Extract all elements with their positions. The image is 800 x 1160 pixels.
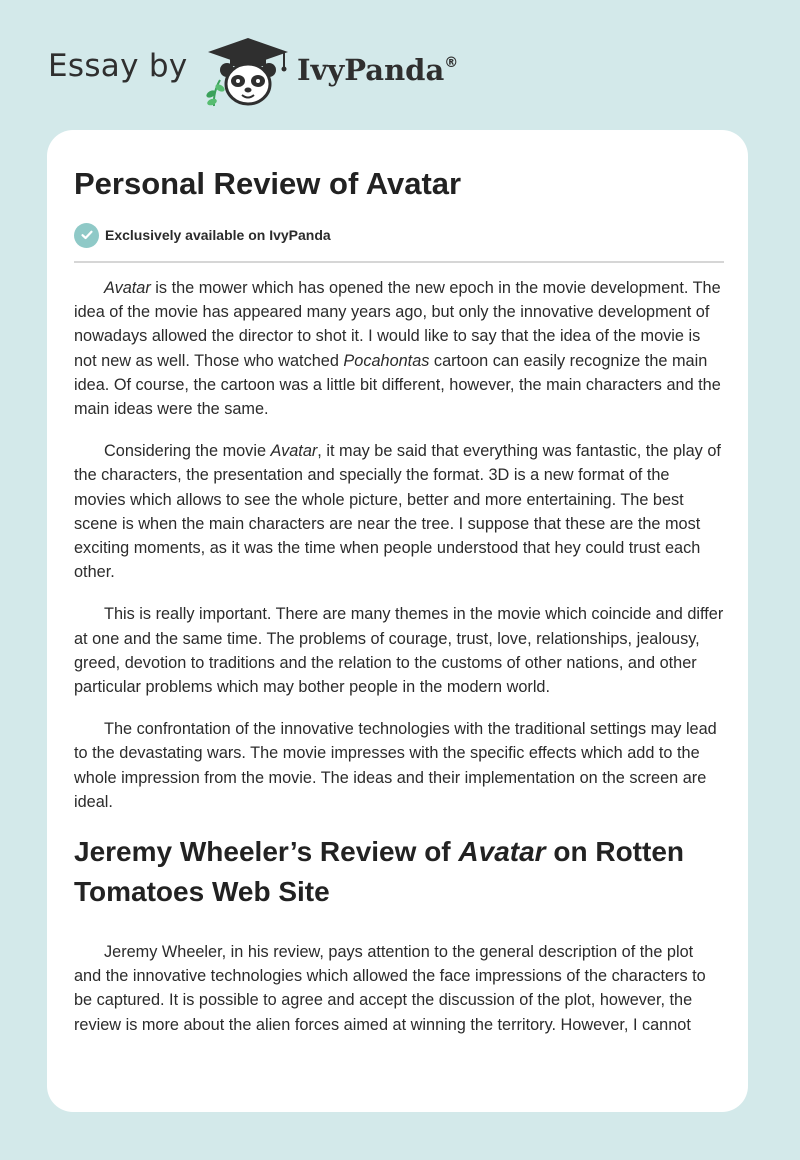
ivypanda-logo[interactable]	[200, 36, 296, 108]
check-circle-icon	[74, 223, 99, 248]
section-heading	[74, 832, 724, 912]
section-heading-text-a: Jeremy Wheeler’s Review of	[74, 836, 459, 868]
italic-movie-title: Avatar	[104, 279, 151, 297]
paragraph-5: Jeremy Wheeler, in his review, pays attention to the general description of the plot and the innovative technologies which allowed the face impressions of the characters to be captured. It is possible to agree and accept the discussion of the plot, however, the review is more about the alien forces aimed at winning the territory. However, I cannot	[74, 943, 706, 1034]
paragraph-2-text-a: Considering the movie	[104, 442, 271, 461]
article-body	[74, 276, 724, 1055]
brand-name	[297, 53, 458, 87]
paragraph-2-text-b: , it may be said that everything was fantastic, the play of the characters, the presentation and specially the format. 3D is a new format of the movies which allows to see the whole picture, better and more entertaining. The best scene is when the main characters are near the tree. I suppose that these are the most exciting moments, as it was the time when people understood that hey could trust each other.	[74, 442, 721, 582]
paragraph-1-text-a: is the mower which has opened the new epoch in the movie development. The idea of the movie has appeared many years ago, but only the innovative development of nowadays allowed the director to shot it. I would like to say that the idea of the movie is not new as well. Those who watched	[74, 279, 721, 370]
site-header	[0, 0, 800, 130]
italic-movie-title: Avatar	[458, 836, 546, 868]
paragraph-2	[74, 439, 724, 584]
registered-mark: ®	[444, 55, 459, 71]
essay-card	[47, 130, 748, 1112]
paragraph-1-text-b: cartoon can easily recognize the main idea. Of course, the cartoon was a little bit different, however, the main characters and the main ideas were the same.	[74, 351, 721, 419]
paragraph-4: The confrontation of the innovative technologies with the traditional settings may lead to the devastating wars. The movie impresses with the specific effects which add to the whole impression from the movie. The ideas and their implementation on the screen are ideal.	[74, 720, 717, 811]
italic-cartoon-title: Pocahontas	[343, 351, 430, 370]
paragraph-1	[74, 276, 724, 421]
divider	[74, 261, 724, 263]
section-heading-text-b: on Rotten Tomatoes Web Site	[74, 836, 684, 908]
exclusive-badge-label: Exclusively available on IvyPanda	[105, 227, 331, 243]
essay-by-label: Essay by	[48, 48, 188, 84]
brand-name-text: IvyPanda	[297, 53, 445, 87]
exclusive-badge	[74, 222, 331, 248]
page-title: Personal Review of Avatar	[74, 166, 462, 201]
paragraph-3: This is really important. There are many themes in the movie which coincide and differ at one and the same time. The problems of courage, trust, love, relationships, jealousy, greed, devotion to traditions and the relation to the customs of other nations, and other particular problems which may bother people in the modern world.	[74, 605, 724, 697]
italic-movie-title: Avatar	[270, 442, 318, 461]
